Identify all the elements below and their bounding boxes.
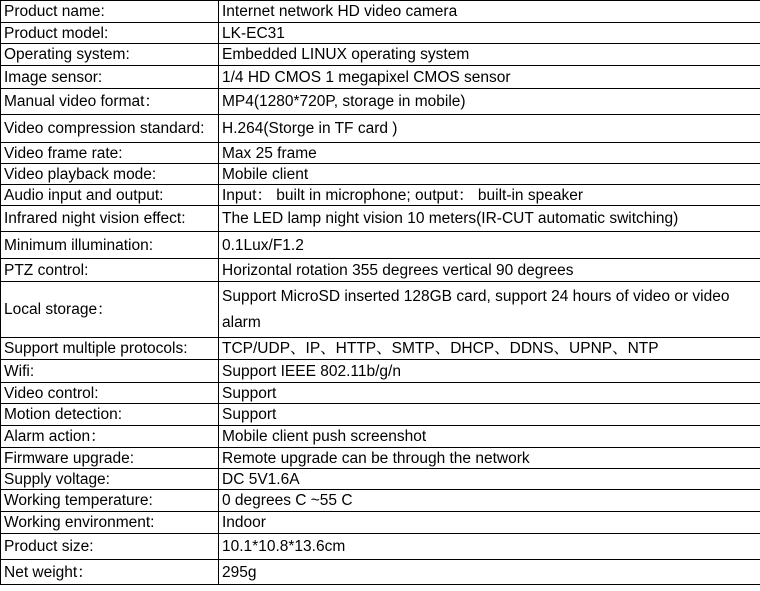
spec-value: Embedded LINUX operating system <box>219 44 760 66</box>
spec-value: Remote upgrade can be through the network <box>219 448 760 469</box>
spec-label: Product model: <box>1 23 219 44</box>
spec-label: Video compression standard: <box>1 115 219 143</box>
table-row <box>1 282 760 338</box>
spec-value: Support IEEE 802.11b/g/n <box>219 360 760 383</box>
spec-label: Video playback mode: <box>1 164 219 185</box>
table-row <box>1 360 760 383</box>
spec-label: Firmware upgrade: <box>1 448 219 469</box>
spec-label: Video control: <box>1 383 219 404</box>
spec-value: 0.1Lux/F1.2 <box>219 232 760 259</box>
spec-value: Mobile client <box>219 164 760 185</box>
table-row <box>1 490 760 512</box>
table-row <box>1 512 760 534</box>
spec-label: Image sensor: <box>1 66 219 89</box>
spec-label: PTZ control: <box>1 259 219 282</box>
spec-label: Audio input and output: <box>1 185 219 206</box>
table-row <box>1 448 760 469</box>
spec-label: Video frame rate: <box>1 143 219 164</box>
spec-value: 1/4 HD CMOS 1 megapixel CMOS sensor <box>219 66 760 89</box>
spec-value: 10.1*10.8*13.6cm <box>219 534 760 560</box>
spec-label: Infrared night vision effect: <box>1 206 219 232</box>
spec-value: Internet network HD video camera <box>219 1 760 23</box>
spec-value: Input： built in microphone; output： built-in speaker <box>219 185 760 206</box>
spec-label: Working environment: <box>1 512 219 534</box>
table-row <box>1 164 760 185</box>
spec-value: MP4(1280*720P, storage in mobile) <box>219 89 760 115</box>
spec-label: Motion detection: <box>1 404 219 426</box>
table-row <box>1 89 760 115</box>
spec-value: Mobile client push screenshot <box>219 426 760 448</box>
spec-value: H.264(Storge in TF card ) <box>219 115 760 143</box>
spec-value: LK-EC31 <box>219 23 760 44</box>
spec-label: Local storage： <box>1 282 219 338</box>
spec-value: TCP/UDP、IP、HTTP、SMTP、DHCP、DDNS、UPNP、NTP <box>219 338 760 360</box>
table-row <box>1 115 760 143</box>
table-row <box>1 259 760 282</box>
spec-label: Support multiple protocols: <box>1 338 219 360</box>
table-row <box>1 143 760 164</box>
table-row <box>1 383 760 404</box>
spec-label: Manual video format： <box>1 89 219 115</box>
table-row <box>1 560 760 585</box>
spec-value: Horizontal rotation 355 degrees vertical 90 degrees <box>219 259 760 282</box>
spec-label: Operating system: <box>1 44 219 66</box>
spec-label: Minimum illumination: <box>1 232 219 259</box>
spec-value: DC 5V1.6A <box>219 469 760 490</box>
spec-label: Product name: <box>1 1 219 23</box>
spec-value: Support MicroSD inserted 128GB card, support 24 hours of video or video alarm <box>219 282 760 338</box>
spec-value: 0 degrees C ~55 C <box>219 490 760 512</box>
spec-label: Net weight： <box>1 560 219 585</box>
spec-label: Alarm action： <box>1 426 219 448</box>
spec-label: Product size: <box>1 534 219 560</box>
spec-label: Working temperature: <box>1 490 219 512</box>
table-row <box>1 66 760 89</box>
spec-value: Support <box>219 404 760 426</box>
table-row <box>1 232 760 259</box>
table-row <box>1 338 760 360</box>
table-row <box>1 469 760 490</box>
table-row <box>1 185 760 206</box>
spec-label: Supply voltage: <box>1 469 219 490</box>
spec-label: Wifi: <box>1 360 219 383</box>
spec-value: Indoor <box>219 512 760 534</box>
spec-value: The LED lamp night vision 10 meters(IR-CUT automatic switching) <box>219 206 760 232</box>
table-row <box>1 534 760 560</box>
spec-value: 295g <box>219 560 760 585</box>
table-row <box>1 206 760 232</box>
spec-value: Support <box>219 383 760 404</box>
spec-value: Max 25 frame <box>219 143 760 164</box>
table-row <box>1 1 760 23</box>
table-row <box>1 426 760 448</box>
table-row <box>1 404 760 426</box>
table-row <box>1 23 760 44</box>
table-row <box>1 44 760 66</box>
